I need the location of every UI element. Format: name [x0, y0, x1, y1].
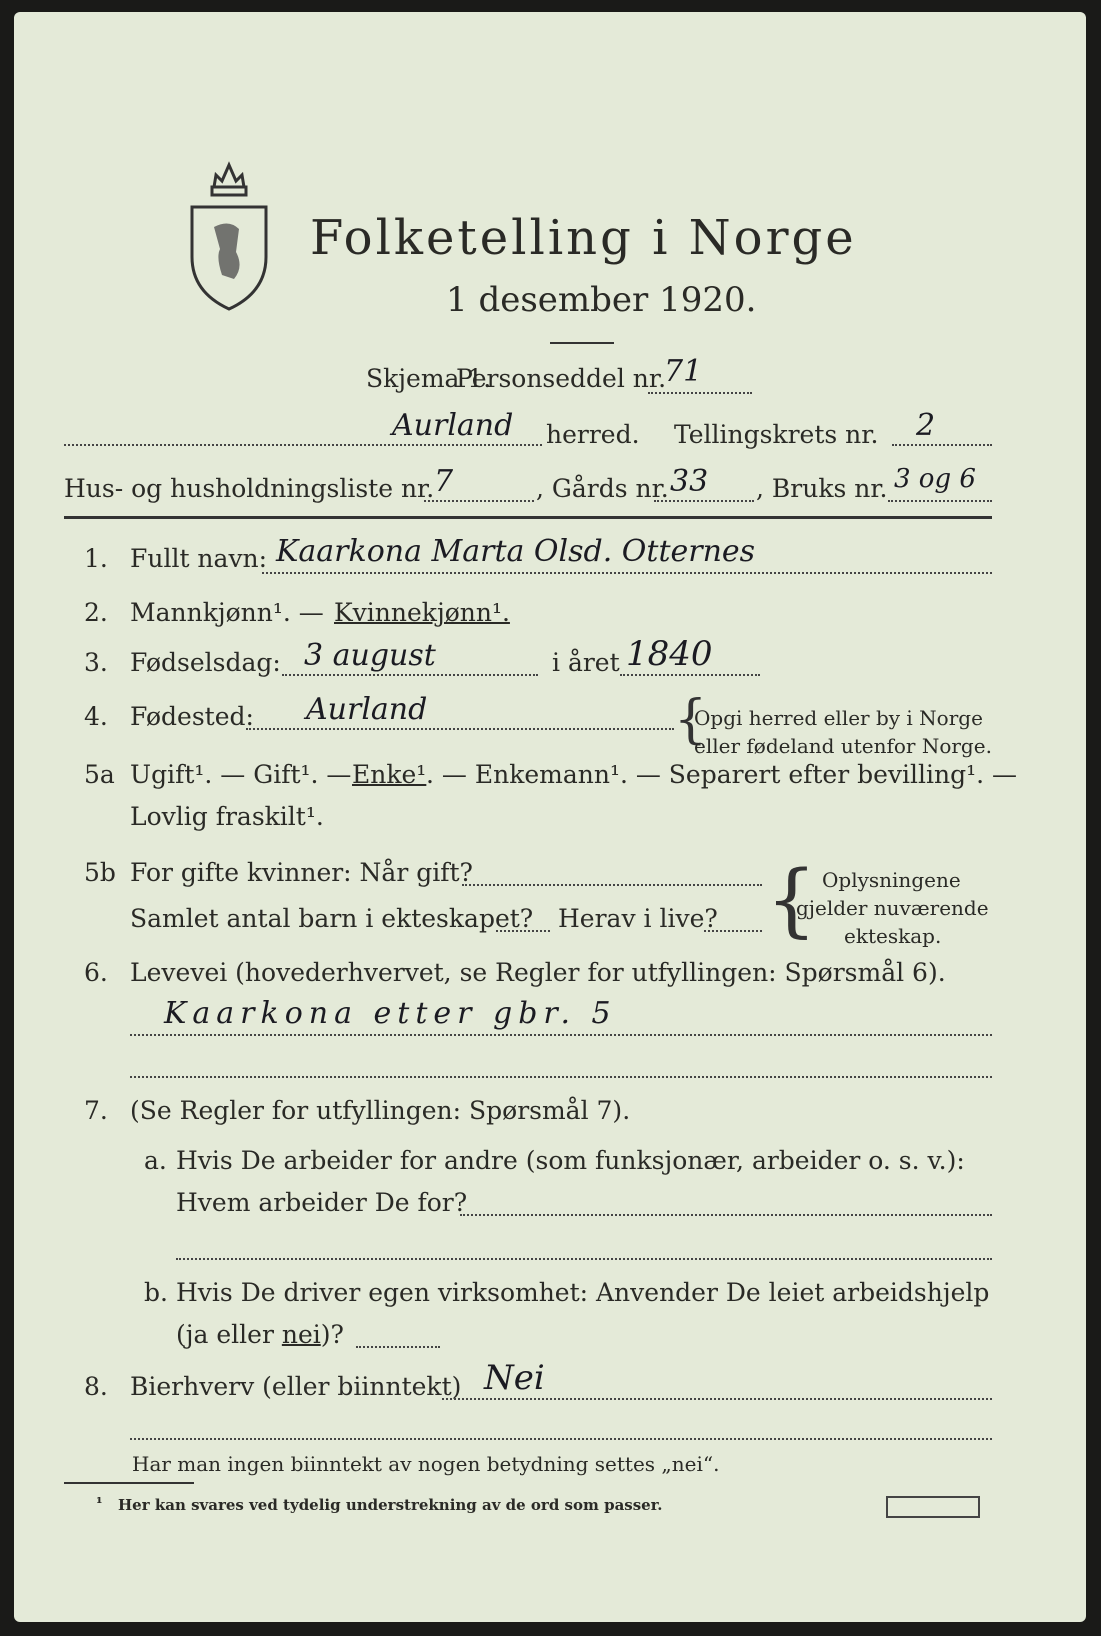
q7-number: 7. [84, 1096, 108, 1125]
mannkjonn-option[interactable]: Mannkjønn¹. — [130, 598, 324, 627]
bierhverv-value[interactable]: Nei [484, 1358, 545, 1398]
birth-year-value[interactable]: 1840 [626, 634, 713, 674]
herred-value[interactable]: Aurland [392, 408, 514, 443]
herav-i-live-label: Herav i live? [558, 904, 718, 933]
q5b-number: 5b [84, 858, 116, 887]
personseddel-value[interactable]: 71 [664, 354, 703, 389]
q7a-line1: Hvis De arbeider for andre (som funksjonær, arbeider o. s. v.): [176, 1146, 965, 1175]
footer-note: Har man ingen biinntekt av nogen betydning settes „nei“. [132, 1452, 720, 1476]
q2-number: 2. [84, 598, 108, 627]
q7a-line2: Hvem arbeider De for? [176, 1188, 468, 1217]
q8-number: 8. [84, 1372, 108, 1401]
tellingskrets-value[interactable]: 2 [916, 408, 936, 443]
birthplace-value[interactable]: Aurland [306, 692, 428, 727]
q6-number: 6. [84, 958, 108, 987]
skjema-label: Skjema 1. [366, 364, 492, 393]
tellingskrets-label: Tellingskrets nr. [674, 420, 879, 449]
q7-label: (Se Regler for utfyllingen: Spørsmål 7). [130, 1096, 631, 1125]
year-label: i året [552, 648, 620, 677]
ekteskap-note-2: gjelder nuværende [796, 896, 989, 920]
q7a-number: a. [144, 1146, 167, 1175]
census-form: Folketelling i Norge 1 desember 1920. Skjema 1. Personseddel nr. 71 Aurland herred. Tellingskrets nr. 2 Hus- og husholdningsliste nr. 7 , Gårds nr. 33 , Bruks nr. 3 og 6 1. Fullt navn: Kaarkona Marta Olsd. Otternes 2. Mannkjønn¹. — Kvinnekjønn¹. 3. Fødselsdag: 3 august i året 1840 4. Fødested: Aurland { Opgi herred eller by i Norge eller fødeland utenfor Norge. 5a Ugift¹. — Gift¹. — Enke¹ . — Enkemann¹. — Separert efter bevilling¹. — Lovlig fraskilt¹. 5b For gifte kvinner: Når gift? Samlet antal barn i ekteskapet? Herav i live? { Oplysningene gjelder nuværende ekteskap. 6. Levevei (hovederhvervet, se Regler for utfyllingen: Spørsmål 6). Kaarkona etter gbr. 5 7. (Se Regler for utfyllingen: Spørsmål 7). a. Hvis De arbeider for andre (som funksjonær, arbeider o. s. v.): Hvem arbeider De for? b. Hvis De driver egen virksomhet: Anvender De leiet arbeidshjelp (ja eller nei)? 8. Bierhverv (eller biinntekt) Nei Har man ingen biinntekt av nogen betydning settes „nei“. ¹ Her kan svares ved tydelig understrekning av de ord som passer. [14, 12, 1086, 1622]
q7b-line2: (ja eller nei)? [176, 1320, 344, 1349]
occupation-value[interactable]: Kaarkona etter gbr. 5 [164, 996, 617, 1031]
q5a-number: 5a [84, 760, 115, 789]
bruks-value[interactable]: 3 og 6 [894, 464, 976, 494]
q3-label: Fødselsdag: [130, 648, 281, 677]
footnote: Her kan svares ved tydelig understrekning av de ord som passer. [118, 1496, 663, 1514]
ugift-gift-options[interactable]: Ugift¹. — Gift¹. — [130, 760, 352, 789]
form-title: Folketelling i Norge [310, 210, 857, 266]
printer-mark [886, 1496, 980, 1518]
birthday-value[interactable]: 3 august [304, 638, 436, 673]
lovlig-fraskilt-option[interactable]: Lovlig fraskilt¹. [130, 802, 324, 831]
q7b-line1: Hvis De driver egen virksomhet: Anvender De leiet arbeidshjelp [176, 1278, 990, 1307]
q6-label: Levevei (hovederhvervet, se Regler for utfyllingen: Spørsmål 6). [130, 958, 946, 987]
ekteskap-note-3: ekteskap. [844, 924, 942, 948]
q8-label: Bierhverv (eller biinntekt) [130, 1372, 462, 1401]
q4-number: 4. [84, 702, 108, 731]
title-divider [550, 342, 614, 344]
header-rule [64, 516, 992, 519]
footnote-mark: ¹ [96, 1494, 103, 1512]
hus-value[interactable]: 7 [434, 464, 454, 499]
antal-barn-label: Samlet antal barn i ekteskapet? [130, 904, 534, 933]
personseddel-label: Personseddel nr. [456, 364, 667, 393]
kvinnekjonn-option[interactable]: Kvinnekjønn¹. [334, 598, 510, 627]
nei-option[interactable]: nei [281, 1320, 321, 1349]
q3-number: 3. [84, 648, 108, 677]
gards-value[interactable]: 33 [670, 464, 709, 499]
q7b-number: b. [144, 1278, 168, 1307]
other-status-options[interactable]: . — Enkemann¹. — Separert efter bevilling¹. — [426, 760, 1018, 789]
bruks-label: , Bruks nr. [756, 474, 888, 503]
census-date: 1 desember 1920. [446, 280, 757, 320]
birthplace-note-1: Opgi herred eller by i Norge [694, 706, 983, 730]
q1-number: 1. [84, 544, 108, 573]
coat-of-arms-icon [184, 157, 274, 317]
q4-label: Fødested: [130, 702, 254, 731]
ekteskap-note-1: Oplysningene [822, 868, 961, 892]
herred-label: herred. [546, 420, 640, 449]
hus-label: Hus- og husholdningsliste nr. [64, 474, 435, 503]
birthplace-note-2: eller fødeland utenfor Norge. [694, 734, 992, 758]
gards-label: , Gårds nr. [536, 474, 669, 503]
nar-gift-label: For gifte kvinner: Når gift? [130, 858, 473, 887]
enke-option[interactable]: Enke¹ [352, 760, 427, 789]
full-name-value[interactable]: Kaarkona Marta Olsd. Otternes [276, 534, 756, 569]
q1-label: Fullt navn: [130, 544, 268, 573]
